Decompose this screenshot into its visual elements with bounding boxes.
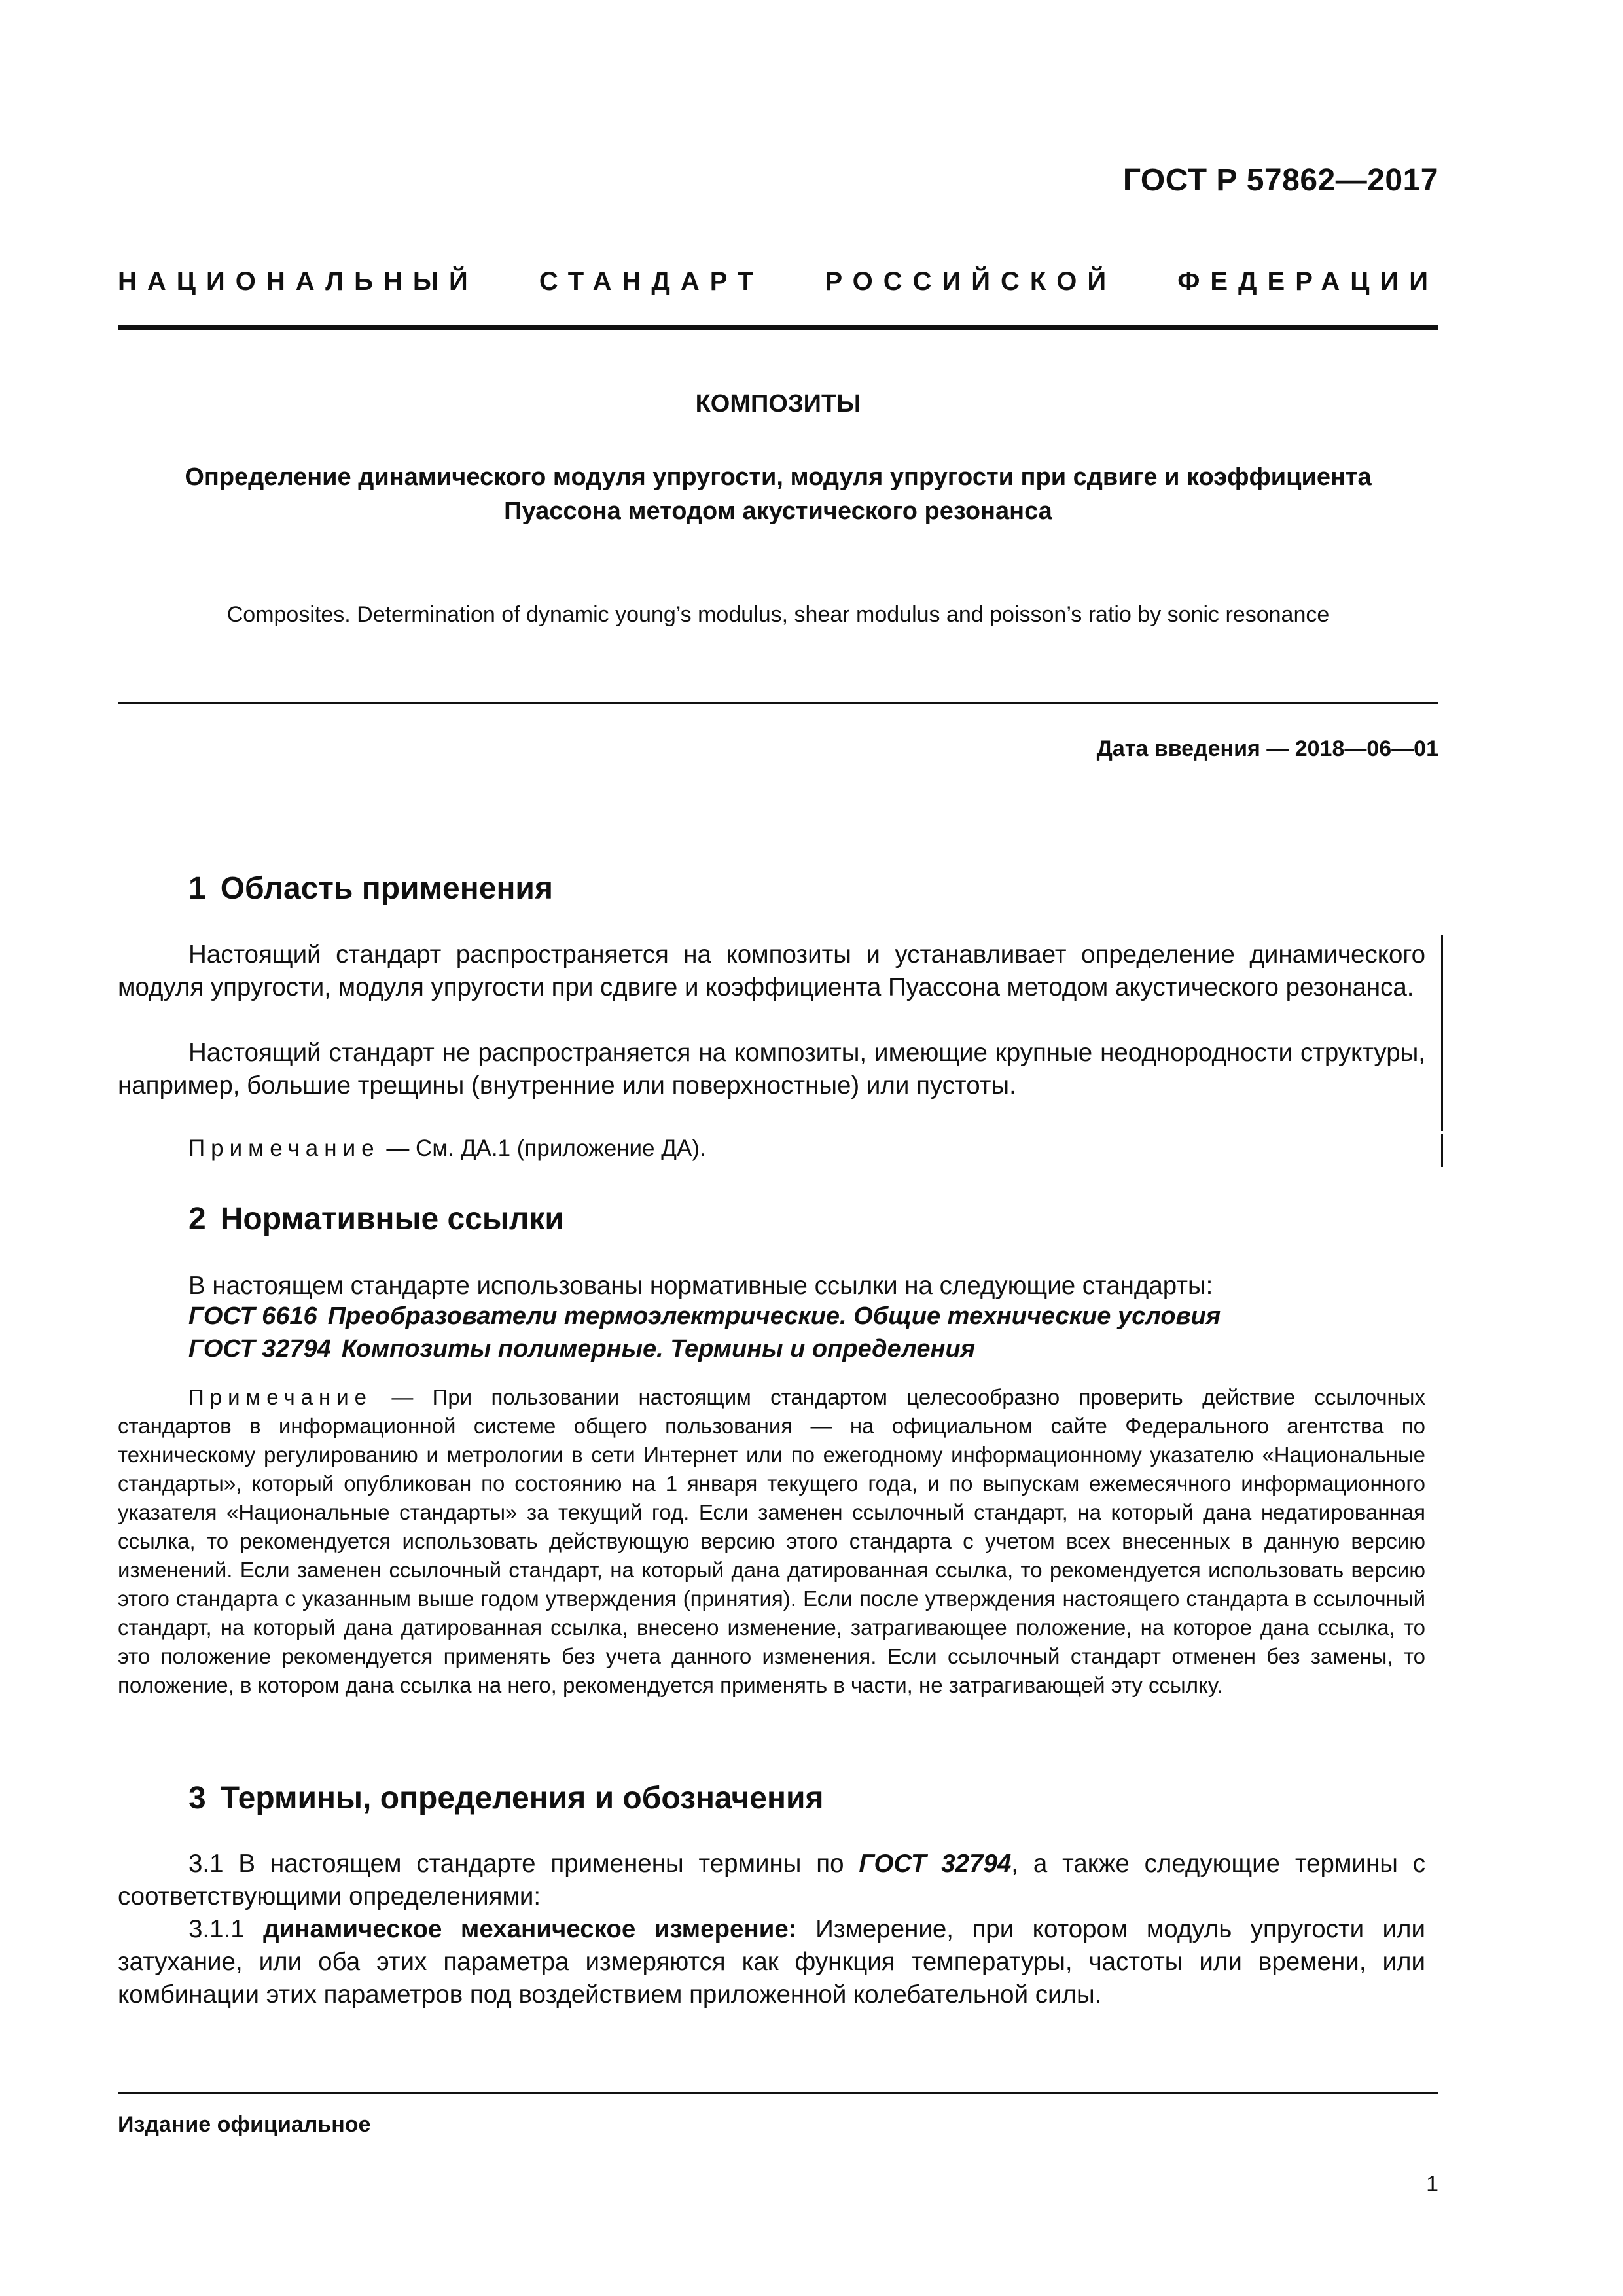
section-number: 1	[188, 871, 206, 906]
reference-title: Преобразователи термоэлектрические. Общие технические условия	[327, 1302, 1221, 1330]
section-3-heading	[188, 1780, 824, 1816]
clause-reference: ГОСТ 32794	[859, 1850, 1012, 1878]
note-label: Примечание	[188, 1136, 380, 1161]
section-1-paragraph-1: Настоящий стандарт распространяется на композиты и устанавливает определение динамического модуля упругости, модуля упругости при сдвиге и коэффициента Пуассона методом акустического резонанса.	[118, 941, 1425, 1001]
section-1-note	[118, 1134, 1425, 1163]
section-2-intro: В настоящем стандарте использованы нормативные ссылки на следующие стандарты:	[188, 1272, 1213, 1300]
clause-number: 3.1.1	[188, 1915, 245, 1943]
title-divider	[118, 702, 1438, 704]
note-text: — При пользовании настоящим стандартом целесообразно проверить действие ссылочных стандартов в информационной системе общего пользования — на официальном сайте Федерального агентства по техническому регулированию и метрологии в сети Интернет или по ежегодному информационному указателю «Национальные стандарты», который опубликован по состоянию на 1 января текущего года, и по выпускам ежемесячного информационного указателя «Национальные стандарты» за текущий год. Если заменен ссылочный стандарт, на который дана недатированная ссылка, то рекомендуется использовать действующую версию этого стандарта с учетом всех внесенных в данную версию изменений. Если заменен ссылочный стандарт, на который дана датированная ссылка, то рекомендуется использовать версию этого стандарта с указанным выше годом утверждения (принятия). Если после утверждения настоящего стандарта в ссылочный стандарт, на который дана датированная ссылка, внесено изменение, затрагивающее положение, на которое дана ссылка, то это положение рекомендуется применять без учета данного изменения. Если ссылочный стандарт отменен без замены, то положение, в котором дана ссылка на него, рекомендуется применять в части, не затрагивающей эту ссылку.	[118, 1385, 1425, 1697]
term: динамическое механическое измерение:	[263, 1915, 797, 1943]
section-title: Область применения	[220, 871, 553, 906]
section-number: 3	[188, 1781, 206, 1816]
english-title: Composites. Determination of dynamic young’s modulus, shear modulus and poisson’s ratio by sonic resonance	[226, 602, 1330, 627]
organization-line	[118, 267, 1438, 296]
page-number: 1	[1426, 2172, 1438, 2197]
section-1-paragraph-2: Настоящий стандарт не распространяется на композиты, имеющие крупные неоднородности структуры, например, большие трещины (внутренние или поверхностные) или пустоты.	[118, 1039, 1425, 1100]
clause-3-1-1	[118, 1913, 1425, 2011]
change-bar	[1441, 935, 1443, 1131]
section-1-heading	[188, 870, 553, 906]
org-word: НАЦИОНАЛЬНЫЙ	[118, 267, 478, 296]
clause-text: , а также следующие термины с соответствующими определениями:	[118, 1850, 1425, 1910]
subtitle-line: Пуассона методом акустического резонанса	[504, 497, 1052, 525]
clause-3-1	[118, 1848, 1425, 1913]
clause-text: В настоящем стандарте применены термины по	[238, 1850, 859, 1878]
document-subtitle	[118, 460, 1438, 528]
footer-divider	[118, 2092, 1438, 2094]
document-title: КОМПОЗИТЫ	[695, 390, 861, 418]
edition-label: Издание официальное	[118, 2112, 371, 2137]
section-number: 2	[188, 1202, 206, 1236]
section-title: Нормативные ссылки	[220, 1202, 564, 1236]
term-definition: Измерение, при котором модуль упругости или затухание, или оба этих параметра измеряются как функция температуры, частоты или времени, или комбинации этих параметров под воздействием приложенной колебательной силы.	[118, 1915, 1426, 2009]
note-text: — См. ДА.1 (приложение ДА).	[380, 1136, 706, 1161]
reference-code: ГОСТ 32794	[188, 1335, 331, 1363]
normative-reference	[188, 1302, 1221, 1331]
org-word: РОССИЙСКОЙ	[825, 267, 1117, 296]
clause-number: 3.1	[188, 1850, 224, 1878]
reference-title: Композиты полимерные. Термины и определения	[341, 1335, 976, 1363]
subtitle-line: Определение динамического модуля упругости, модуля упругости при сдвиге и коэффициента	[185, 463, 1372, 491]
section-title: Термины, определения и обозначения	[220, 1781, 824, 1816]
gost-number: ГОСТ Р 57862—2017	[1122, 163, 1438, 198]
header-divider	[118, 325, 1438, 330]
section-2-heading	[188, 1201, 564, 1237]
org-word: СТАНДАРТ	[539, 267, 764, 296]
section-2-note	[118, 1383, 1425, 1700]
change-bar	[1441, 1134, 1443, 1167]
org-word: ФЕДЕРАЦИИ	[1177, 267, 1438, 296]
introduction-date: Дата введения — 2018—06—01	[1096, 736, 1438, 761]
reference-code: ГОСТ 6616	[188, 1302, 317, 1330]
normative-reference	[188, 1335, 975, 1363]
note-label: Примечание	[188, 1385, 373, 1409]
